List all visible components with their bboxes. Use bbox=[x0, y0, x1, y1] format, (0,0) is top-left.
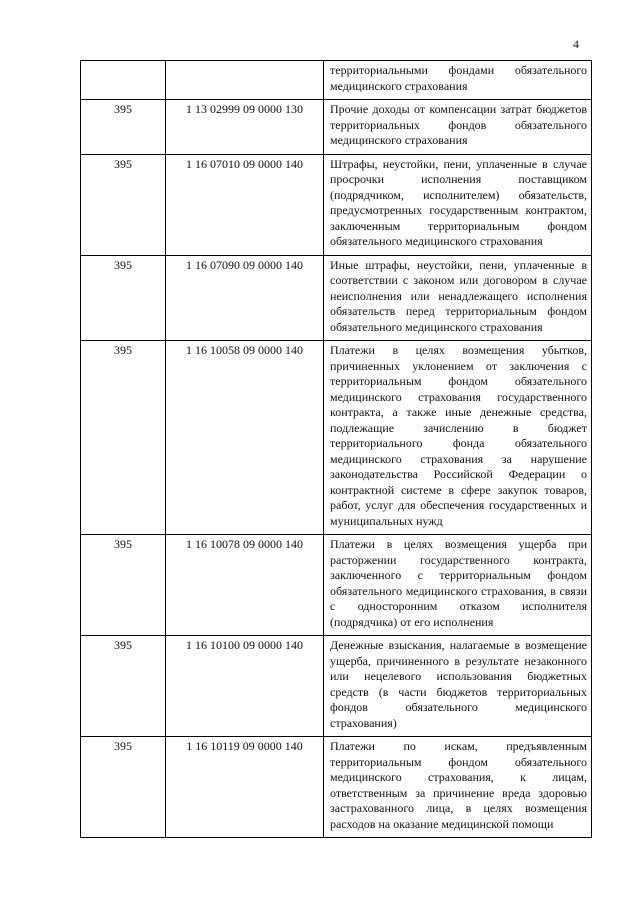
table-row bbox=[81, 100, 592, 155]
revenue-codes-table bbox=[80, 60, 592, 838]
admin-code-cell: 395 bbox=[81, 100, 166, 155]
table-row bbox=[81, 255, 592, 341]
description-cell: Штрафы, неустойки, пени, уплаченные в случае просрочки исполнения поставщиком (подрядчиком, исполнителем) обязательств, предусмотренных государственным контрактом, заключенным территориальным фондом обязательного медицинского страхования bbox=[324, 154, 592, 255]
admin-code-cell: 395 bbox=[81, 535, 166, 636]
budget-code-cell: 1 16 10078 09 0000 140 bbox=[166, 535, 324, 636]
budget-code-cell: 1 16 07010 09 0000 140 bbox=[166, 154, 324, 255]
admin-code-cell: 395 bbox=[81, 636, 166, 737]
budget-code-cell: 1 16 07090 09 0000 140 bbox=[166, 255, 324, 341]
description-cell: Денежные взыскания, налагаемые в возмещение ущерба, причиненного в результате незаконного или нецелевого использования бюджетных средств (в части бюджетов территориальных фондов обязательного медицинского страхования) bbox=[324, 636, 592, 737]
admin-code-cell bbox=[81, 61, 166, 100]
description-cell: Платежи в целях возмещения убытков, причиненных уклонением от заключения с территориальным фондом обязательного медицинского страхования государственного контракта, а также иные денежные средства, подлежащие зачислению в бюджет территориального фонда обязательного медицинского страхования за нарушение законодательства Российской Федерации о контрактной системе в сфере закупок товаров, работ, услуг для обеспечения государственных и муниципальных нужд bbox=[324, 341, 592, 535]
admin-code-cell: 395 bbox=[81, 255, 166, 341]
budget-code-cell: 1 16 10119 09 0000 140 bbox=[166, 737, 324, 838]
description-cell: Иные штрафы, неустойки, пени, уплаченные в соответствии с законом или договором в случае неисполнения или ненадлежащего исполнения обязательств перед территориальным фондом обязательного медицинского страхования bbox=[324, 255, 592, 341]
budget-code-cell: 1 16 10100 09 0000 140 bbox=[166, 636, 324, 737]
description-cell: Прочие доходы от компенсации затрат бюджетов территориальных фондов обязательного медицинского страхования bbox=[324, 100, 592, 155]
budget-code-cell: 1 16 10058 09 0000 140 bbox=[166, 341, 324, 535]
admin-code-cell: 395 bbox=[81, 341, 166, 535]
description-cell: территориальными фондами обязательного медицинского страхования bbox=[324, 61, 592, 100]
table-row bbox=[81, 341, 592, 535]
table-row bbox=[81, 535, 592, 636]
table-row bbox=[81, 737, 592, 838]
admin-code-cell: 395 bbox=[81, 737, 166, 838]
description-cell: Платежи по искам, предъявленным территориальным фондом обязательного медицинского страхования, к лицам, ответственным за причинение вреда здоровью застрахованного лица, в целях возмещения расходов на оказание медицинской помощи bbox=[324, 737, 592, 838]
table-row bbox=[81, 636, 592, 737]
admin-code-cell: 395 bbox=[81, 154, 166, 255]
page-number: 4 bbox=[573, 37, 579, 51]
budget-code-cell bbox=[166, 61, 324, 100]
budget-code-cell: 1 13 02999 09 0000 130 bbox=[166, 100, 324, 155]
description-cell: Платежи в целях возмещения ущерба при расторжении государственного контракта, заключенного с территориальным фондом обязательного медицинского страхования, в связи с односторонним отказом исполнителя (подрядчика) от его исполнения bbox=[324, 535, 592, 636]
table-row bbox=[81, 61, 592, 100]
table-row bbox=[81, 154, 592, 255]
